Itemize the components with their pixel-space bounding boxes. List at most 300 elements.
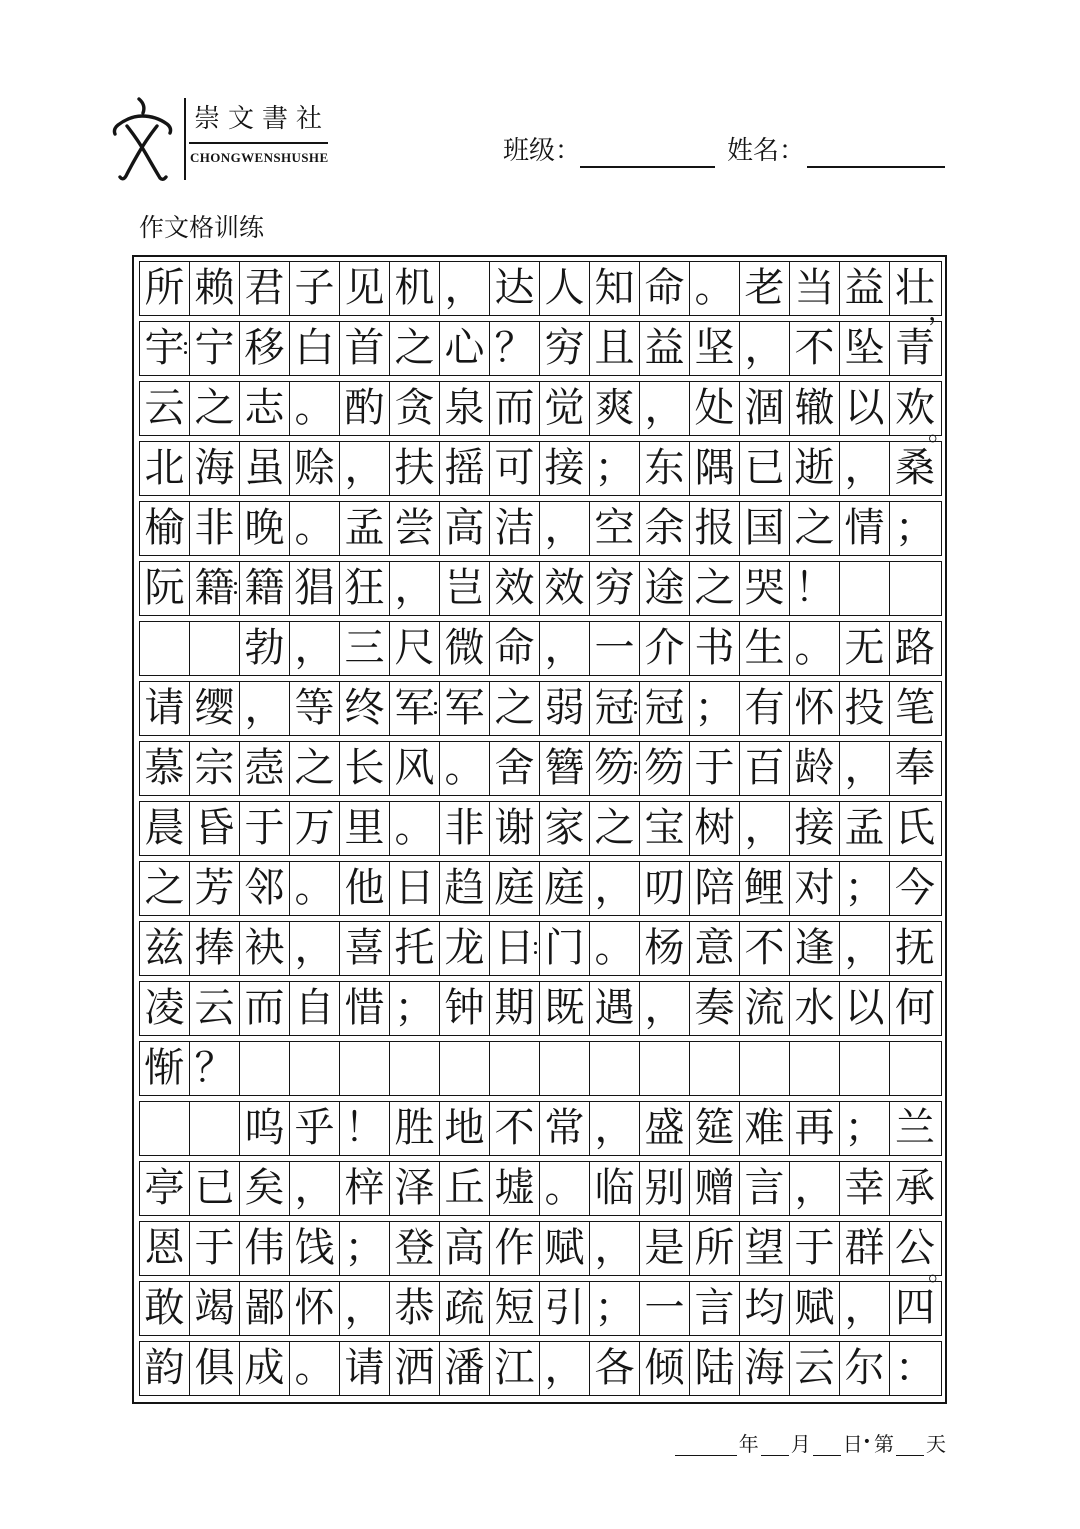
- handwritten-character: 觉: [544, 385, 585, 431]
- bullet-separator: •: [862, 1434, 871, 1450]
- handwritten-character: 云: [144, 385, 185, 431]
- handwritten-character: ？: [194, 1045, 235, 1091]
- handwritten-character: 墟: [494, 1165, 535, 1211]
- handwritten-character: ，: [844, 745, 885, 791]
- grid-cell: [390, 1042, 440, 1095]
- grid-cell: [740, 1342, 790, 1395]
- grid-cell: [540, 622, 590, 675]
- grid-cell: [140, 982, 190, 1035]
- handwritten-character: 之: [394, 325, 435, 371]
- grid-cell: [690, 1162, 740, 1215]
- grid-cell: [840, 382, 890, 435]
- grid-cell: [290, 262, 340, 315]
- handwritten-character: 竭: [194, 1285, 235, 1331]
- year-label: 年: [738, 1432, 759, 1456]
- correction-mark: [434, 702, 437, 714]
- handwritten-character: 地: [444, 1105, 485, 1151]
- grid-cell: [190, 802, 240, 855]
- grid-cell: [440, 382, 490, 435]
- grid-cell: [140, 502, 190, 555]
- grid-cell: [190, 562, 240, 615]
- handwritten-character: 陆: [694, 1345, 735, 1391]
- handwritten-character: 潘: [444, 1345, 485, 1391]
- handwritten-character: 弱: [544, 685, 585, 731]
- handwritten-character: 报: [694, 505, 735, 551]
- grid-cell: [890, 802, 940, 855]
- grid-cell: [890, 1042, 940, 1095]
- handwritten-character: 何: [895, 985, 935, 1031]
- grid-cell: [190, 502, 240, 555]
- handwritten-character: 。: [294, 865, 335, 911]
- handwritten-character: 籍: [194, 565, 235, 611]
- handwritten-character: 非: [444, 805, 485, 851]
- grid-cell: [590, 1162, 640, 1215]
- handwritten-character: 云: [794, 1345, 835, 1391]
- grid-cell: [340, 382, 390, 435]
- handwritten-character: ，: [594, 1105, 635, 1151]
- grid-cell: [590, 322, 640, 375]
- grid-cell: [340, 562, 390, 615]
- grid-row: [139, 921, 942, 976]
- handwritten-character: 坠: [844, 325, 885, 371]
- grid-cell: [790, 862, 840, 915]
- handwritten-character: 意: [694, 925, 735, 971]
- grid-cell: [440, 922, 490, 975]
- grid-cell: [640, 562, 690, 615]
- grid-cell: [390, 442, 440, 495]
- grid-cell: [790, 322, 840, 375]
- grid-cell: [840, 502, 890, 555]
- grid-cell: [390, 262, 440, 315]
- grid-row: [139, 1341, 942, 1396]
- handwritten-character: 宇: [144, 325, 185, 371]
- grid-cell: [840, 1102, 890, 1155]
- grid-cell: [390, 382, 440, 435]
- handwritten-character: 书: [694, 625, 735, 671]
- handwritten-character: 庭: [544, 865, 585, 911]
- handwritten-character: 穷: [594, 565, 635, 611]
- grid-row: [139, 1221, 955, 1287]
- grid-cell: [440, 262, 490, 315]
- handwritten-character: 。: [544, 1165, 585, 1211]
- grid-cell: [340, 1102, 390, 1155]
- handwritten-character: 孟: [344, 505, 385, 551]
- grid-cell: [690, 862, 740, 915]
- grid-cell: [190, 982, 240, 1035]
- handwritten-character: 乎: [294, 1105, 335, 1151]
- grid-cell: [240, 1282, 290, 1335]
- grid-row: [139, 981, 942, 1036]
- grid-cell: [190, 1282, 240, 1335]
- grid-cell: [790, 1222, 840, 1275]
- grid-cell: [840, 442, 890, 495]
- grid-cell: [890, 1162, 940, 1215]
- handwritten-character: ，: [744, 805, 785, 851]
- handwritten-character: 可: [494, 445, 535, 491]
- grid-row: [139, 861, 942, 916]
- handwritten-character: 盛: [644, 1105, 685, 1151]
- grid-cell: [590, 622, 640, 675]
- grid-cell: [390, 742, 440, 795]
- handwritten-character: 韵: [144, 1345, 185, 1391]
- grid-cell: [490, 382, 540, 435]
- handwritten-character: ，: [844, 925, 885, 971]
- handwritten-character: 逢: [794, 925, 835, 971]
- handwritten-character: 引: [544, 1285, 585, 1331]
- handwritten-character: 高: [444, 1225, 485, 1271]
- grid-cell: [590, 442, 640, 495]
- grid-cell: [640, 442, 690, 495]
- grid-cell: [290, 862, 340, 915]
- grid-cell: [690, 682, 740, 735]
- handwritten-character: 已: [744, 445, 785, 491]
- handwritten-character: 处: [694, 385, 735, 431]
- grid-cell: [190, 742, 240, 795]
- grid-cell: [690, 922, 740, 975]
- handwritten-character: 是: [644, 1225, 685, 1271]
- grid-cell: [590, 742, 640, 795]
- grid-cell: [140, 262, 190, 315]
- handwritten-character: 于: [794, 1225, 835, 1271]
- grid-cell: [790, 442, 840, 495]
- handwritten-character: 慕: [144, 745, 185, 791]
- grid-cell: [390, 322, 440, 375]
- handwritten-character: ；: [594, 1285, 635, 1331]
- handwritten-character: 临: [594, 1165, 635, 1211]
- handwritten-character: 移: [244, 325, 285, 371]
- handwritten-character: 家: [544, 805, 585, 851]
- handwritten-character: 兰: [895, 1105, 935, 1151]
- grid-cell: [340, 1342, 390, 1395]
- month-blank-line: [761, 1435, 789, 1456]
- handwritten-character: 岂: [444, 565, 485, 611]
- handwritten-character: 作: [494, 1225, 535, 1271]
- handwritten-character: ；: [344, 1225, 385, 1271]
- grid-cell: [640, 322, 690, 375]
- handwritten-character: ，: [394, 565, 435, 611]
- grid-cell: [740, 322, 790, 375]
- correction-mark: [184, 342, 187, 354]
- handwritten-character: 公: [895, 1225, 935, 1271]
- handwritten-character: 对: [794, 865, 835, 911]
- grid-cell: [840, 682, 890, 735]
- handwritten-character: 隅: [694, 445, 735, 491]
- grid-cell: [540, 682, 590, 735]
- handwritten-character: 达: [494, 265, 535, 311]
- grid-cell: [640, 802, 690, 855]
- grid-cell: [590, 1042, 640, 1095]
- grid-cell: [390, 1282, 440, 1335]
- class-blank-line: [580, 166, 715, 168]
- grid-cell: [240, 682, 290, 735]
- grid-cell: [690, 622, 740, 675]
- grid-cell: [440, 1162, 490, 1215]
- handwritten-character: 志: [244, 385, 285, 431]
- handwritten-character: 笔: [895, 685, 935, 731]
- handwritten-character: 舍: [494, 745, 535, 791]
- grid-cell: [140, 1342, 190, 1395]
- logo-english-name: CHONGWENSHUSHE: [190, 150, 329, 165]
- grid-cell: [290, 1222, 340, 1275]
- handwritten-character: 惭: [144, 1045, 185, 1091]
- grid-cell: [740, 682, 790, 735]
- handwritten-character: 。: [444, 745, 485, 791]
- grid-cell: [690, 262, 740, 315]
- grid-cell: [490, 442, 540, 495]
- handwritten-character: 袂: [244, 925, 285, 971]
- handwritten-character: 恩: [144, 1225, 185, 1271]
- grid-cell: [790, 382, 840, 435]
- grid-cell: [240, 1342, 290, 1395]
- grid-cell: [540, 1342, 590, 1395]
- handwritten-character: 之: [194, 385, 235, 431]
- grid-cell: [490, 802, 540, 855]
- handwritten-character: 微: [444, 625, 485, 671]
- correction-mark: [234, 582, 237, 594]
- handwritten-character: 冠: [644, 685, 685, 731]
- handwritten-character: ，: [744, 325, 785, 371]
- handwritten-character: ！: [794, 565, 835, 611]
- grid-cell: [890, 1222, 955, 1287]
- handwritten-character: 怀: [294, 1285, 335, 1331]
- handwritten-character: 芳: [194, 865, 235, 911]
- handwritten-character: 以: [844, 385, 885, 431]
- grid-cell: [540, 1102, 590, 1155]
- handwritten-character: 之: [794, 505, 835, 551]
- grid-cell: [640, 682, 690, 735]
- grid-cell: [140, 1162, 190, 1215]
- grid-row: [139, 561, 942, 616]
- handwritten-character: 生: [744, 625, 785, 671]
- handwritten-character: 有: [744, 685, 785, 731]
- logo-rule: [189, 142, 328, 144]
- grid-cell: [790, 1102, 840, 1155]
- grid-cell: [490, 982, 540, 1035]
- handwritten-character: 益: [844, 265, 885, 311]
- handwritten-character: 别: [644, 1165, 685, 1211]
- handwritten-character: 泽: [394, 1165, 435, 1211]
- grid-cell: [640, 1282, 690, 1335]
- grid-cell: [390, 922, 440, 975]
- handwritten-character: 逝: [794, 445, 835, 491]
- handwritten-character: 狂: [344, 565, 385, 611]
- grid-cell: [740, 502, 790, 555]
- handwritten-character: 欢: [895, 385, 935, 431]
- grid-cell: [540, 982, 590, 1035]
- class-label: 班级：: [503, 136, 582, 166]
- handwritten-character: 孟: [844, 805, 885, 851]
- handwritten-character: ，: [544, 625, 585, 671]
- grid-cell: [640, 1162, 690, 1215]
- date-footer: [673, 1430, 946, 1456]
- grid-cell: [740, 862, 790, 915]
- handwritten-character: 青: [895, 325, 935, 371]
- handwritten-character: 宁: [194, 325, 235, 371]
- grid-cell: [340, 622, 390, 675]
- handwritten-character: 托: [394, 925, 435, 971]
- handwritten-character: ，: [844, 445, 885, 491]
- handwritten-character: ，: [344, 1285, 385, 1331]
- grid-cell: [540, 1042, 590, 1095]
- handwritten-character: 惜: [344, 985, 385, 1031]
- handwritten-character: 长: [344, 745, 385, 791]
- grid-cell: [290, 1342, 340, 1395]
- handwritten-character: ：: [895, 1345, 935, 1391]
- handwritten-character: 赊: [294, 445, 335, 491]
- grid-cell: [840, 922, 890, 975]
- grid-cell: [840, 562, 890, 615]
- grid-cell: [140, 862, 190, 915]
- grid-cell: [190, 622, 240, 675]
- handwritten-character: 情: [844, 505, 885, 551]
- correction-mark: [534, 942, 537, 954]
- handwritten-character: 悫: [244, 745, 285, 791]
- handwritten-character: 虽: [244, 445, 285, 491]
- handwritten-character: ，: [294, 1165, 335, 1211]
- grid-cell: [290, 982, 340, 1035]
- grid-cell: [890, 862, 940, 915]
- handwritten-character: 幸: [844, 1165, 885, 1211]
- grid-cell: [840, 1042, 890, 1095]
- grid-cell: [240, 622, 290, 675]
- handwritten-character: 赖: [194, 265, 235, 311]
- grid-cell: [790, 1282, 840, 1335]
- handwritten-character: 各: [594, 1345, 635, 1391]
- handwritten-character: 已: [194, 1165, 235, 1211]
- grid-cell: [190, 1162, 240, 1215]
- grid-cell: [740, 1162, 790, 1215]
- grid-cell: [640, 382, 690, 435]
- handwritten-character: 饯: [294, 1225, 335, 1271]
- grid-row: [139, 321, 942, 376]
- grid-cell: [240, 982, 290, 1035]
- grid-row: [139, 681, 942, 736]
- grid-cell: [240, 322, 290, 375]
- handwritten-character: ；: [694, 685, 735, 731]
- handwritten-character: 承: [895, 1165, 935, 1211]
- grid-cell: [490, 742, 540, 795]
- grid-cell: [740, 742, 790, 795]
- grid-cell: [240, 1042, 290, 1095]
- handwritten-character: 不: [744, 925, 785, 971]
- grid-cell: [140, 1042, 190, 1095]
- handwritten-character: 昏: [194, 805, 235, 851]
- handwritten-character: 江: [494, 1345, 535, 1391]
- handwritten-character: 路: [895, 625, 935, 671]
- grid-cell: [390, 1222, 440, 1275]
- handwritten-character: ，: [644, 385, 685, 431]
- grid-cell: [340, 982, 390, 1035]
- grid-cell: [290, 1042, 340, 1095]
- handwritten-character: 缨: [194, 685, 235, 731]
- handwritten-character: 流: [744, 985, 785, 1031]
- grid-cell: [890, 262, 955, 327]
- grid-cell: [190, 1222, 240, 1275]
- grid-row: [139, 261, 955, 327]
- grid-cell: [190, 382, 240, 435]
- grid-cell: [190, 1342, 240, 1395]
- handwritten-character: ，: [544, 505, 585, 551]
- grid-cell: [790, 742, 840, 795]
- grid-cell: [440, 1042, 490, 1095]
- handwritten-character: 既: [544, 985, 585, 1031]
- grid-cell: [540, 922, 590, 975]
- grid-cell: [590, 502, 640, 555]
- margin-punctuation: ，: [928, 297, 955, 327]
- grid-cell: [690, 382, 740, 435]
- grid-cell: [390, 982, 440, 1035]
- handwritten-character: ，: [444, 265, 485, 311]
- grid-cell: [540, 382, 590, 435]
- handwritten-character: 于: [694, 745, 735, 791]
- grid-cell: [890, 922, 940, 975]
- name-blank-line: [807, 166, 945, 168]
- grid-cell: [590, 802, 640, 855]
- grid-cell: [140, 622, 190, 675]
- handwritten-character: 之: [594, 805, 635, 851]
- grid-cell: [640, 622, 690, 675]
- handwritten-character: 坚: [694, 325, 735, 371]
- grid-cell: [190, 682, 240, 735]
- handwritten-character: 言: [694, 1285, 735, 1331]
- handwritten-character: 扶: [394, 445, 435, 491]
- handwritten-character: 奏: [694, 985, 735, 1031]
- handwritten-character: 四: [895, 1285, 935, 1331]
- handwritten-character: 赠: [694, 1165, 735, 1211]
- handwritten-character: 等: [294, 685, 335, 731]
- handwritten-character: 所: [694, 1225, 735, 1271]
- handwritten-character: ；: [844, 1105, 885, 1151]
- grid-cell: [240, 1102, 290, 1155]
- grid-cell: [540, 322, 590, 375]
- handwritten-character: 当: [794, 265, 835, 311]
- grid-cell: [590, 682, 640, 735]
- handwritten-character: 无: [844, 625, 885, 671]
- handwritten-character: 介: [644, 625, 685, 671]
- handwritten-character: ，: [644, 985, 685, 1031]
- grid-cell: [490, 922, 540, 975]
- grid-cell: [740, 262, 790, 315]
- handwritten-character: 期: [494, 985, 535, 1031]
- grid-cell: [340, 1042, 390, 1095]
- handwritten-character: 而: [244, 985, 285, 1031]
- handwritten-character: 水: [794, 985, 835, 1031]
- grid-cell: [640, 262, 690, 315]
- handwritten-character: 鲤: [744, 865, 785, 911]
- handwritten-character: 途: [644, 565, 685, 611]
- grid-cell: [740, 982, 790, 1035]
- handwritten-character: 百: [744, 745, 785, 791]
- handwritten-character: 哭: [744, 565, 785, 611]
- handwritten-character: 怀: [794, 685, 835, 731]
- grid-cell: [440, 562, 490, 615]
- grid-cell: [140, 682, 190, 735]
- grid-cell: [190, 862, 240, 915]
- wen-figure-logo-icon: [110, 96, 174, 182]
- grid-cell: [490, 1342, 540, 1395]
- handwritten-character: 心: [444, 325, 485, 371]
- handwritten-character: 。: [294, 385, 335, 431]
- grid-cell: [790, 802, 840, 855]
- grid-cell: [640, 982, 690, 1035]
- grid-cell: [140, 802, 190, 855]
- grid-cell: [540, 562, 590, 615]
- grid-cell: [440, 682, 490, 735]
- handwritten-character: 效: [494, 565, 535, 611]
- grid-cell: [340, 442, 390, 495]
- grid-cell: [790, 622, 840, 675]
- handwritten-character: 庭: [494, 865, 535, 911]
